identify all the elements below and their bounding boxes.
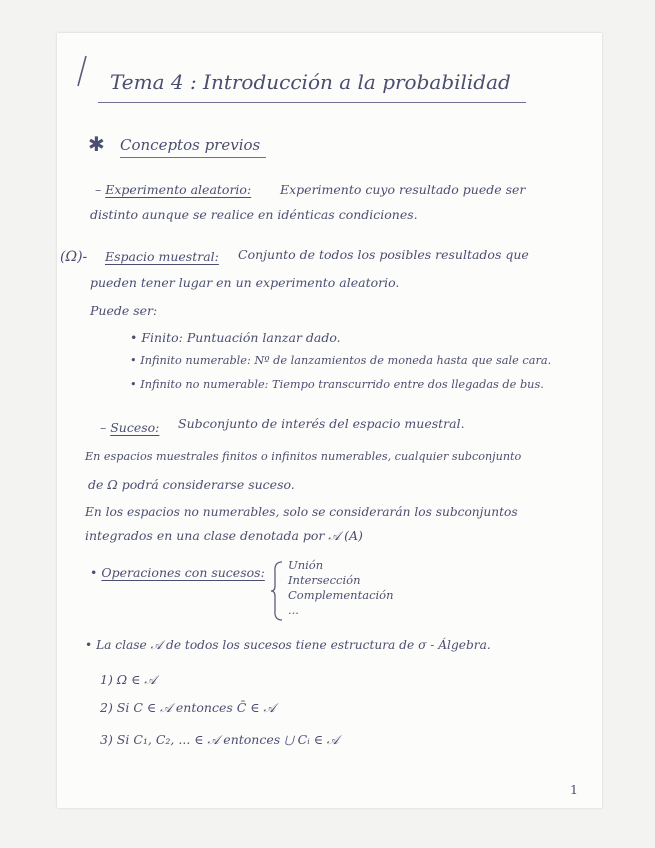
espacio-intro: Puede ser: [90,303,158,318]
algebra-rule-3: 3) Si C₁, C₂, ... ∈ 𝒜 entonces ⋃ Cᵢ ∈ 𝒜 [100,732,339,747]
espacio-item-no-numerable: • Infinito no numerable: Tiempo transcurrido entre dos llegadas de bus. [130,378,544,391]
suceso-p4: integrados en una clase denotada por 𝒜 (A) [85,528,363,543]
operaciones-complementacion: Complementación [288,588,394,602]
espacio-line1: Conjunto de todos los posibles resultados que [238,247,529,262]
title-underline [98,102,526,103]
experimento-line1: Experimento cuyo resultado puede ser [280,182,526,197]
suceso-p2: de Ω podrá considerarse suceso. [88,477,295,492]
operaciones-ellipsis: ... [288,603,299,617]
margin-mark [72,52,92,92]
operaciones-union: Unión [288,558,324,572]
suceso-term: – Suceso: [100,420,160,435]
section-underline [120,157,266,158]
operaciones-brace [270,560,284,622]
section-marker: ✱ [88,132,105,156]
algebra-rule-2: 2) Si C ∈ 𝒜 entonces C̄ ∈ 𝒜 [100,700,276,715]
espacio-symbol: (Ω)- [60,249,88,265]
algebra-intro: • La clase 𝒜 de todos los sucesos tiene estructura de σ - Álgebra. [85,638,491,652]
operaciones-label: • Operaciones con sucesos: [90,565,265,580]
espacio-item-numerable: • Infinito numerable: Nº de lanzamientos de moneda hasta que sale cara. [130,354,552,367]
espacio-item-finito: • Finito: Puntuación lanzar dado. [130,330,341,345]
suceso-line1: Subconjunto de interés del espacio muestral. [178,416,465,431]
suceso-p3: En los espacios no numerables, solo se considerarán los subconjuntos [85,505,518,519]
operaciones-interseccion: Intersección [288,573,361,587]
section-heading: Conceptos previos [120,136,261,154]
experimento-line2: distinto aunque se realice en idénticas condiciones. [90,207,418,222]
page-title: Tema 4 : Introducción a la probabilidad [110,70,511,94]
algebra-rule-1: 1) Ω ∈ 𝒜 [100,672,157,687]
espacio-line2: pueden tener lugar en un experimento aleatorio. [90,275,400,290]
suceso-p1: En espacios muestrales finitos o infinitos numerables, cualquier subconjunto [85,450,522,463]
espacio-term: Espacio muestral: [105,249,219,264]
experimento-term: – Experimento aleatorio: [95,182,252,197]
page-number: 1 [570,782,578,797]
